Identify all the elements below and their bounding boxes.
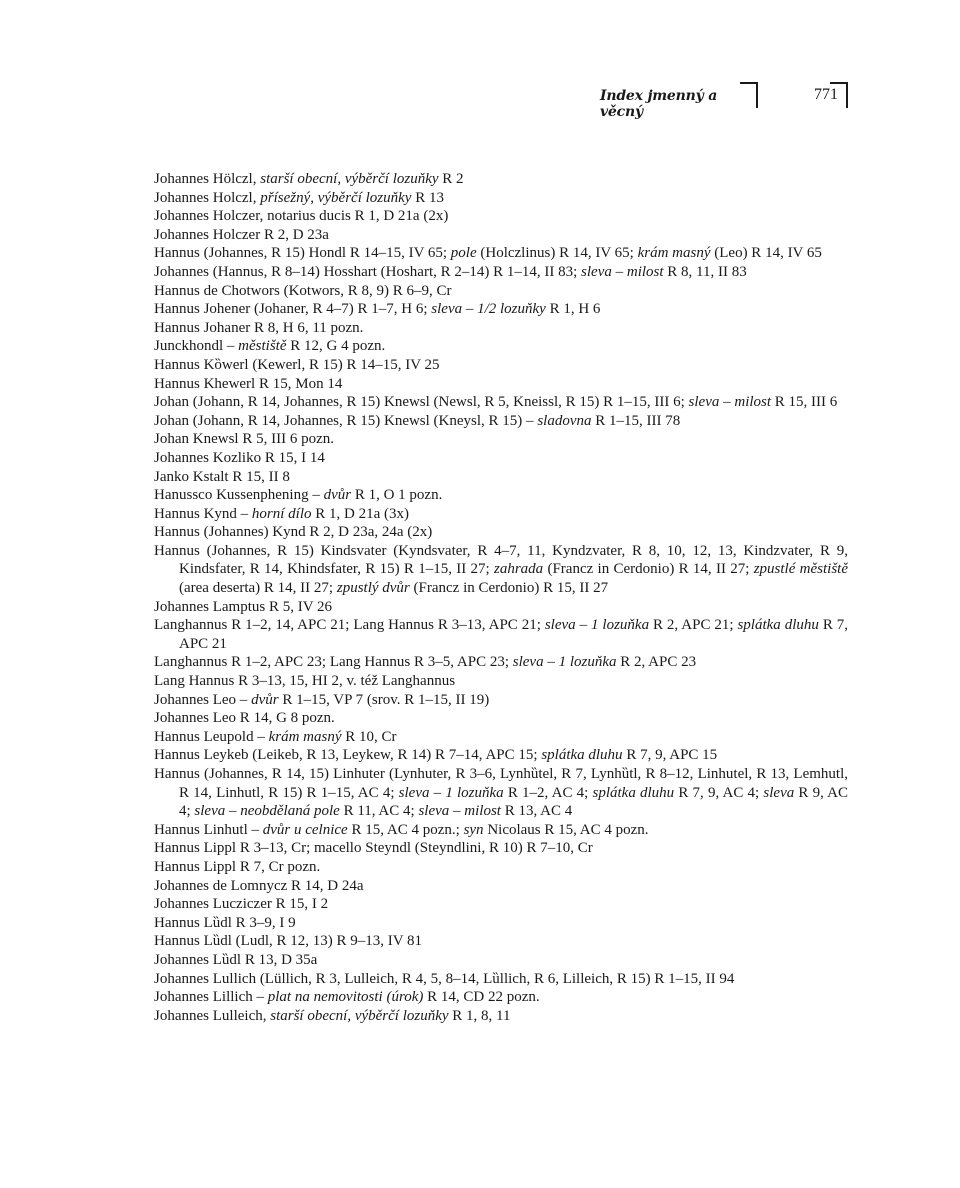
- entry-text: Johannes Lamptus R 5, IV 26: [154, 598, 333, 615]
- entry-text: R 2: [438, 171, 464, 187]
- index-entry: [154, 765, 848, 821]
- entry-italic-term: sladovna: [537, 412, 592, 429]
- entry-text: Hannus de Chotwors (Kotwors, R 8, 9) R 6–9, Cr: [154, 282, 452, 299]
- index-entry: [154, 877, 848, 896]
- entry-text: Johannes Lullich (Lüllich, R 3, Lulleich, R 4, 5, 8–14, Lȕllich, R 6, Lilleich, R 15) R 1–15, II 94: [154, 970, 735, 987]
- index-entry: [154, 523, 848, 542]
- entry-text: Johannes Kozliko R 15, I 14: [154, 449, 325, 466]
- entry-text: R 7, APC 21: [179, 617, 848, 652]
- entry-italic-term: sleva – milost: [418, 803, 501, 820]
- index-entry: [154, 932, 848, 951]
- entry-text: R 10, Cr: [341, 728, 397, 745]
- entry-text: (Francz in Cerdonio) R 14, II 27;: [543, 561, 754, 578]
- index-entry: [154, 858, 848, 877]
- entry-text: R 1, O 1 pozn.: [351, 487, 443, 504]
- entry-italic-term: zpustlé městiště: [753, 561, 848, 578]
- entry-text: (Francz in Cerdonio) R 15, II 27: [409, 580, 609, 597]
- index-entry: [154, 746, 848, 765]
- index-entry: [154, 988, 848, 1007]
- entry-text: Hannus Kȍwerl (Kewerl, R 15) R 14–15, IV 25: [154, 356, 440, 373]
- entry-italic-term: sleva – 1 lozuňka: [398, 784, 504, 801]
- entry-italic-term: dvůr u celnice: [262, 821, 348, 838]
- page-number-bracket-mark: [830, 82, 848, 108]
- index-entry: [154, 542, 848, 598]
- index-entry: [154, 653, 848, 672]
- entry-text: Johan (Johann, R 14, Johannes, R 15) Knewsl (Newsl, R 5, Kneissl, R 15) R 1–15, III 6;: [154, 394, 689, 411]
- entry-italic-term: pole: [450, 245, 477, 262]
- entry-text: Johan (Johann, R 14, Johannes, R 15) Knewsl (Kneysl, R 15) –: [154, 412, 538, 429]
- entry-text: R 13, AC 4: [500, 803, 573, 820]
- index-entry: [154, 486, 848, 505]
- entry-italic-term: starší obecní, výběrčí lozuňky: [260, 171, 439, 187]
- running-header: [600, 80, 850, 120]
- entry-italic-term: krám masný: [637, 245, 711, 262]
- entry-text: Johannes Lillich –: [154, 989, 268, 1006]
- entry-text: R 7, 9, AC 4;: [674, 784, 764, 801]
- entry-text: Hannus Johener (Johaner, R 4–7) R 1–7, H 6;: [154, 301, 432, 318]
- entry-text: R 7, 9, APC 15: [622, 747, 718, 764]
- entry-text: Janko Kstalt R 15, II 8: [154, 468, 290, 485]
- entry-text: R 1–2, AC 4;: [503, 784, 593, 801]
- index-entry: [154, 839, 848, 858]
- entry-italic-term: dvůr: [251, 691, 279, 708]
- index-entry: [154, 300, 848, 319]
- entry-text: R 1, H 6: [545, 301, 601, 318]
- index-entry: [154, 449, 848, 468]
- entry-text: Johannes Leo –: [154, 691, 252, 708]
- entry-text: R 13: [411, 189, 444, 206]
- entry-text: Lang Hannus R 3–13, 15, HI 2, v. též Langhannus: [154, 673, 456, 690]
- entry-italic-term: horní dílo: [251, 505, 312, 522]
- entry-italic-term: splátka dluhu: [737, 617, 819, 634]
- index-entry: [154, 728, 848, 747]
- entry-text: (Leo) R 14, IV 65: [710, 245, 822, 262]
- entry-italic-term: přísežný, výběrčí lozuňky: [260, 189, 412, 206]
- index-entry: [154, 598, 848, 617]
- entry-text: R 1–15, III 78: [591, 412, 681, 429]
- entry-italic-term: zahrada: [493, 561, 544, 578]
- index-entry: [154, 970, 848, 989]
- entry-text: R 1–15, VP 7 (srov. R 1–15, II 19): [278, 691, 490, 708]
- entry-text: Johannes (Hannus, R 8–14) Hosshart (Hoshart, R 2–14) R 1–14, II 83;: [154, 263, 582, 280]
- entry-italic-term: sleva – milost: [688, 394, 772, 411]
- entry-text: Hannus Khewerl R 15, Mon 14: [154, 375, 343, 392]
- index-entry: [154, 319, 848, 338]
- entry-text: R 2, APC 21;: [649, 617, 738, 634]
- index-entry: [154, 356, 848, 375]
- entry-text: Hannus Johaner R 8, H 6, 11 pozn.: [154, 319, 364, 336]
- entry-text: Johannes Hölczl,: [154, 171, 261, 187]
- index-entry: [154, 170, 848, 189]
- index-entry: [154, 672, 848, 691]
- entry-text: Nicolaus R 15, AC 4 pozn.: [483, 821, 649, 838]
- entry-italic-term: sleva – milost: [581, 263, 664, 280]
- entry-text: Johannes Holczer, notarius ducis R 1, D 21a (2x): [154, 208, 449, 225]
- entry-text: Johan Knewsl R 5, III 6 pozn.: [154, 431, 334, 448]
- entry-text: Langhannus R 1–2, 14, APC 21; Lang Hannus R 3–13, APC 21;: [154, 617, 545, 634]
- index-entry: [154, 244, 848, 263]
- index-entry: [154, 393, 848, 412]
- index-entry: [154, 951, 848, 970]
- entry-text: Johannes Holczl,: [154, 189, 261, 206]
- index-entry: [154, 226, 848, 245]
- header-title: Index jmenný a věcný: [600, 88, 718, 120]
- index-entry: [154, 412, 848, 431]
- entry-italic-term: splátka dluhu: [592, 784, 675, 801]
- index-entry: [154, 914, 848, 933]
- entry-text: R 9, AC 4;: [179, 784, 849, 820]
- index-entry: [154, 207, 848, 226]
- entry-italic-term: městiště: [238, 338, 287, 355]
- entry-text: Johannes de Lomnycz R 14, D 24a: [154, 877, 364, 894]
- entry-text: R 8, 11, II 83: [663, 263, 747, 280]
- entry-text: Hannus (Johannes, R 15) Hondl R 14–15, IV 65;: [154, 245, 451, 262]
- entry-text: R 1, D 21a (3x): [311, 505, 410, 522]
- entry-text: R 14, CD 22 pozn.: [423, 989, 540, 1006]
- entry-text: Hannus Leupold –: [154, 728, 269, 745]
- entry-italic-term: sleva – 1 lozuňka: [544, 617, 650, 634]
- entry-text: Johannes Holczer R 2, D 23a: [154, 226, 329, 243]
- entry-italic-term: syn: [463, 821, 484, 838]
- entry-text: R 15, III 6: [771, 394, 838, 411]
- entry-text: Hannus Leykeb (Leikeb, R 13, Leykew, R 14) R 7–14, APC 15;: [154, 747, 542, 764]
- entry-text: Hannus Lippl R 7, Cr pozn.: [154, 858, 321, 875]
- entry-text: Hannus Linhutl –: [154, 821, 263, 838]
- entry-italic-term: plat na nemovitosti (úrok): [267, 989, 424, 1006]
- entry-text: R 12, G 4 pozn.: [286, 338, 386, 355]
- entry-text: Hannus Lippl R 3–13, Cr; macello Steyndl (Steyndlini, R 10) R 7–10, Cr: [154, 840, 593, 857]
- entry-italic-term: sleva: [763, 784, 795, 801]
- index-entries: [154, 170, 848, 1025]
- entry-text: (Holczlinus) R 14, IV 65;: [476, 245, 638, 262]
- index-entry: [154, 375, 848, 394]
- index-entry: [154, 709, 848, 728]
- entry-text: Hannus (Johannes, R 14, 15) Linhuter (Lynhuter, R 3–6, Lynhȕtel, R 7, Lynhȕtl, R 8–12, Linhutel, R 13, Lemhutl, R 14, Linhutl, R 15) R 1–15, AC 4;: [154, 766, 848, 801]
- entry-text: Johannes Lucziczer R 15, I 2: [154, 896, 329, 913]
- index-entry: [154, 263, 848, 282]
- index-entry: [154, 468, 848, 487]
- index-entry: [154, 821, 848, 840]
- entry-text: Johannes Lulleich,: [154, 1007, 271, 1024]
- entry-text: R 2, APC 23: [616, 654, 697, 671]
- index-entry: [154, 1007, 848, 1026]
- entry-text: Junckhondl –: [154, 338, 239, 355]
- entry-text: Hannus (Johannes, R 15) Kindsvater (Kyndsvater, R 4–7, 11, Kyndzvater, R 8, 10, 12, 13, Kindzvater, R 9, Kindsfater, R 14, Khindsfater, R 15) R 1–15, II 27;: [154, 542, 848, 578]
- entry-italic-term: splátka dluhu: [541, 747, 623, 764]
- entry-text: Hanussco Kussenphening –: [154, 487, 324, 504]
- index-entry: [154, 895, 848, 914]
- entry-text: R 1, 8, 11: [448, 1007, 511, 1024]
- entry-text: R 15, AC 4 pozn.;: [347, 821, 464, 838]
- entry-italic-term: sleva – 1/2 lozuňky: [431, 301, 546, 318]
- index-entry: [154, 691, 848, 710]
- entry-text: Johannes Lȕdl R 13, D 35a: [154, 951, 318, 968]
- index-entry: [154, 282, 848, 301]
- entry-italic-term: zpustlý dvůr: [336, 580, 410, 597]
- entry-italic-term: krám masný: [268, 728, 342, 745]
- entry-italic-term: starší obecní, výběrčí lozuňky: [270, 1007, 449, 1024]
- entry-text: (area deserta) R 14, II 27;: [179, 580, 337, 597]
- header-bracket-mark: [740, 82, 758, 108]
- entry-italic-term: sleva – 1 lozuňka: [512, 654, 617, 671]
- entry-italic-term: sleva – neobdělaná pole: [194, 803, 340, 820]
- entry-text: Hannus (Johannes) Kynd R 2, D 23a, 24a (2x): [154, 524, 433, 541]
- index-entry: [154, 616, 848, 653]
- index-entry: [154, 189, 848, 208]
- entry-text: Johannes Leo R 14, G 8 pozn.: [154, 710, 335, 727]
- entry-italic-term: dvůr: [323, 487, 352, 504]
- entry-text: Langhannus R 1–2, APC 23; Lang Hannus R 3–5, APC 23;: [154, 654, 513, 671]
- index-entry: [154, 505, 848, 524]
- page-number: 771: [814, 86, 838, 103]
- entry-text: Hannus Lȕdl R 3–9, I 9: [154, 914, 296, 931]
- entry-text: Hannus Kynd –: [154, 505, 252, 522]
- index-entry: [154, 337, 848, 356]
- entry-text: R 11, AC 4;: [339, 803, 419, 820]
- index-entry: [154, 430, 848, 449]
- entry-text: Hannus Lȕdl (Ludl, R 12, 13) R 9–13, IV 81: [154, 933, 423, 950]
